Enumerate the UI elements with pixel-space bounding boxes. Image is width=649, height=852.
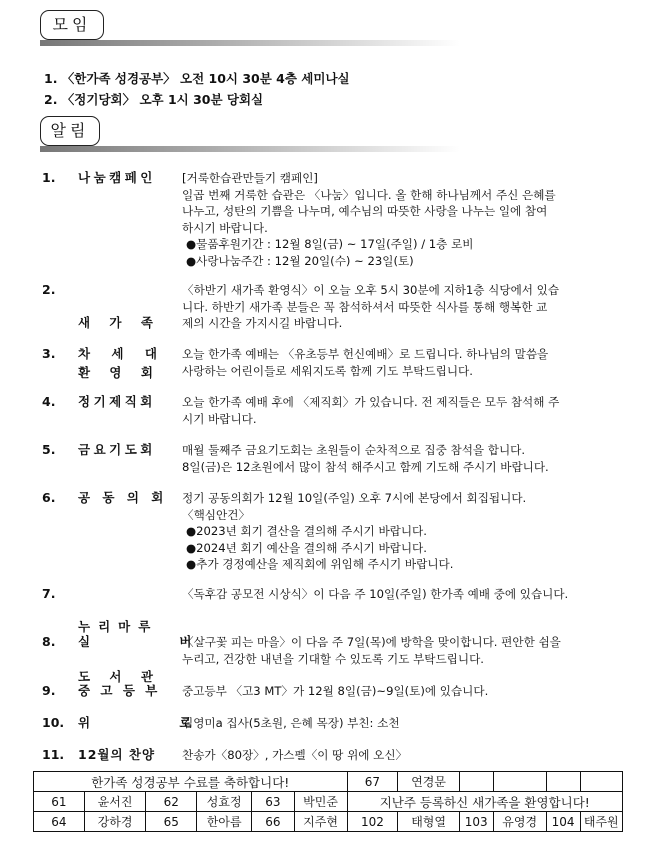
study-title: 한가족 성경공부 수료를 축하합니다! [34, 772, 348, 792]
item-body [182, 282, 622, 332]
record-number: 62 [146, 792, 197, 812]
item-label-line: 누리마루 [78, 619, 159, 634]
item-label: 정기제직회 [78, 394, 156, 409]
item-bullet: ●추가 경정예산을 제직회에 위임해 주시기 바랍니다. [186, 557, 454, 571]
item-number: 7. [42, 586, 56, 601]
item-line: 하시기 바랍니다. [182, 220, 268, 235]
section-divider [40, 40, 460, 46]
item-bullet: ●2023년 회기 결산을 결의해 주시기 바랍니다. [186, 524, 427, 538]
newcomer-title: 지난주 등록하신 새가족을 환영합니다! [347, 792, 622, 812]
empty-cell [546, 772, 580, 792]
item-body [182, 683, 622, 700]
item-line: 오늘 한가족 예배는 〈유초등부 헌신예배〉로 드립니다. 하나님의 말씀을 [182, 347, 549, 361]
item-line: 찬송가〈80장〉, 가스펠〈이 땅 위에 오신〉 [182, 748, 408, 762]
item-line: 일곱 번째 거룩한 습관은 〈나눔〉입니다. 올 한해 하나님께서 주신 은혜를 [182, 187, 556, 202]
item-body [182, 442, 622, 475]
item-line: 제의 시간을 가지시길 바랍니다. [182, 316, 343, 330]
meeting-item: 2. 〈정기당회〉 오후 1시 30분 당회실 [44, 92, 264, 107]
item-line: 중고등부 〈고3 MT〉가 12월 8일(금)~9일(토)에 있습니다. [182, 684, 489, 698]
item-label-line: 도 서 관 [78, 668, 154, 684]
item-bullet: ●물품후원기간 : 12월 8일(금) ~ 17일(주일) / 1층 로비 [186, 237, 474, 251]
item-number: 11. [42, 747, 65, 762]
records-table [33, 771, 623, 832]
empty-cell [493, 772, 546, 792]
item-label: 12월의 찬양 [78, 747, 156, 762]
item-body [182, 490, 622, 573]
item-label: 공 동 의 회 [78, 490, 164, 505]
item-line: 사랑하는 어린이들로 세워지도록 함께 기도 부탁드립니다. [182, 363, 473, 378]
item-line: 오늘 한가족 예배 후에 〈제직회〉가 있습니다. 전 제직들은 모두 참석해 주 [182, 395, 560, 409]
record-number: 65 [146, 812, 197, 832]
item-body [182, 634, 622, 667]
item-body [182, 586, 622, 603]
item-number: 9. [42, 683, 56, 698]
item-body [182, 394, 622, 427]
item-label-line: 새 가 족 [78, 315, 154, 330]
item-line: 시기 바랍니다. [182, 411, 257, 426]
item-bullet: ●사랑나눔주간 : 12월 20일(수) ~ 23일(토) [186, 253, 414, 268]
record-name: 성효정 [197, 792, 252, 812]
record-number: 104 [546, 812, 580, 832]
item-line: 누리고, 건강한 내년을 기대할 수 있도록 기도 부탁드립니다. [182, 651, 484, 666]
item-line: 〈하반기 새가족 환영식〉이 오늘 오후 5시 30분에 지하1층 식당에서 있습 [182, 283, 560, 297]
item-line: 8일(금)은 12초원에서 많이 참석 해주시고 함께 기도해 주시기 바랍니다. [182, 459, 549, 474]
notice-section-title: 알림 [40, 116, 100, 146]
record-name: 한아름 [197, 812, 252, 832]
item-number: 1. [42, 170, 56, 185]
item-line: 매월 둘째주 금요기도회는 초원들이 순차적으로 집중 참석을 합니다. [182, 443, 526, 457]
item-number: 5. [42, 442, 56, 457]
meeting-item: 1. 〈한가족 성경공부〉 오전 10시 30분 4층 세미나실 [44, 71, 350, 86]
item-label-line: 환 영 회 [78, 364, 154, 380]
section-divider [40, 146, 460, 152]
item-label: 위 로 [78, 715, 193, 730]
item-bullet: ●2024년 회기 예산을 결의해 주시기 바랍니다. [186, 540, 427, 555]
item-body [182, 715, 622, 732]
record-number: 64 [34, 812, 85, 832]
item-label: 실 버 [78, 634, 193, 649]
item-number: 4. [42, 394, 56, 409]
item-line: 〈살구꽃 피는 마을〉이 다음 주 7일(목)에 방학을 맞이합니다. 편안한 쉼을 [182, 635, 561, 649]
item-body [182, 346, 622, 379]
item-number: 8. [42, 634, 56, 649]
item-line: [거룩한습관만들기 캠페인] [182, 171, 318, 185]
meeting-section-title: 모임 [40, 10, 104, 40]
item-number: 10. [42, 715, 65, 730]
record-name: 태주원 [580, 812, 622, 832]
item-label: 차 세 대 [78, 346, 158, 361]
item-label: 중 고 등 부 [78, 683, 158, 698]
record-name: 지주현 [294, 812, 347, 832]
record-number: 103 [459, 812, 493, 832]
record-name: 유영경 [493, 812, 546, 832]
item-line: 니다. 하반기 새가족 분들은 꼭 참석하셔서 따뜻한 식사를 통해 행복한 교 [182, 299, 548, 314]
item-line: 〈핵심안건〉 [182, 507, 250, 522]
empty-cell [580, 772, 622, 792]
records-row [34, 792, 623, 812]
record-number: 67 [347, 772, 398, 792]
record-name: 윤서진 [84, 792, 145, 812]
record-number: 63 [252, 792, 294, 812]
item-line: 나누고, 성탄의 기쁨을 나누며, 예수님의 따뜻한 사랑을 나누는 일에 참여 [182, 204, 548, 218]
record-name: 강하경 [84, 812, 145, 832]
record-name: 박민준 [294, 792, 347, 812]
item-label: 금요기도회 [78, 442, 156, 457]
item-line: 김영미a 집사(5초원, 은혜 목장) 부친: 소천 [182, 716, 400, 730]
item-number: 3. [42, 346, 56, 361]
item-line: 정기 공동의회가 12월 10일(주일) 오후 7시에 본당에서 회집됩니다. [182, 491, 527, 505]
item-line: 〈독후감 공모전 시상식〉이 다음 주 10일(주일) 한가족 예배 중에 있습니다. [182, 587, 569, 601]
record-name: 태형열 [398, 812, 459, 832]
item-label-text: 나눔캠페인 [78, 170, 156, 185]
records-row [34, 812, 623, 832]
record-name: 연경문 [398, 772, 459, 792]
item-number: 2. [42, 282, 56, 297]
records-row [34, 772, 623, 792]
item-body [182, 747, 622, 764]
record-number: 102 [347, 812, 398, 832]
record-number: 66 [252, 812, 294, 832]
empty-cell [459, 772, 493, 792]
item-number: 6. [42, 490, 56, 505]
record-number: 61 [34, 792, 85, 812]
item-body [182, 170, 622, 269]
